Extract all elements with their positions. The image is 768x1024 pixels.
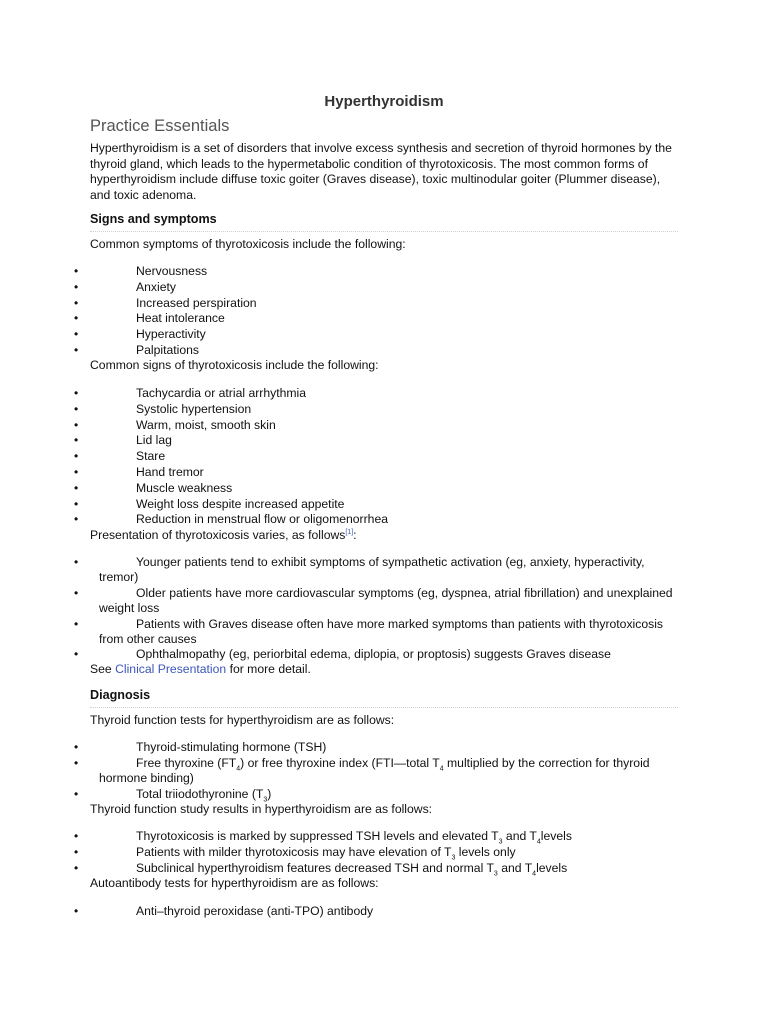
- clinical-presentation-link[interactable]: Clinical Presentation: [115, 662, 227, 676]
- intro-paragraph: Hyperthyroidism is a set of disorders that involve excess synthesis and secretion of thyroid hormones by the thyroid gland, which leads to the hypermetabolic condition of thyrotoxicosis. The most common forms of hyperthyroidism include diffuse toxic goiter (Graves disease), toxic multinodular goiter (Plummer disease), and toxic adenoma.: [90, 141, 672, 202]
- bullet-icon: •: [74, 464, 79, 479]
- bullet-icon: •: [74, 311, 79, 326]
- bullet-icon: •: [74, 496, 79, 511]
- results-lead: Thyroid function study results in hyperthyroidism are as follows:: [90, 802, 433, 816]
- bullet-icon: •: [74, 904, 79, 918]
- bullet-icon: •: [74, 342, 79, 357]
- presentation-lead: Presentation of thyrotoxicosis varies, as follows[1]:: [90, 528, 357, 542]
- bullet-icon: •: [74, 401, 79, 416]
- bullet-icon: •: [74, 433, 79, 448]
- bullet-icon: •: [74, 512, 79, 527]
- symptoms-lead: Common symptoms of thyrotoxicosis include the following:: [90, 237, 406, 251]
- bullet-icon: •: [74, 279, 79, 294]
- bullet-icon: •: [74, 829, 79, 843]
- see-more: See Clinical Presentation for more detail.: [90, 662, 311, 676]
- bullet-icon: •: [74, 480, 79, 495]
- bullet-icon: •: [74, 586, 79, 600]
- bullet-icon: •: [74, 617, 79, 631]
- tests-lead: Thyroid function tests for hyperthyroidism are as follows:: [90, 713, 395, 727]
- bullet-icon: •: [74, 787, 79, 801]
- signs-lead: Common signs of thyrotoxicosis include the following:: [90, 358, 379, 372]
- bullet-icon: •: [74, 417, 79, 432]
- subheading-diagnosis: Diagnosis: [90, 688, 678, 708]
- autoantibody-lead: Autoantibody tests for hyperthyroidism are as follows:: [90, 876, 379, 890]
- bullet-icon: •: [74, 740, 79, 754]
- reference-marker[interactable]: [1]: [345, 528, 354, 536]
- bullet-icon: •: [74, 860, 79, 875]
- bullet-icon: •: [74, 295, 79, 310]
- bullet-icon: •: [74, 327, 79, 342]
- section-heading: Practice Essentials: [90, 117, 230, 135]
- bullet-icon: •: [74, 555, 79, 569]
- page-title: Hyperthyroidism: [324, 93, 444, 110]
- bullet-icon: •: [74, 756, 79, 770]
- bullet-icon: •: [74, 647, 79, 661]
- bullet-icon: •: [74, 386, 79, 400]
- document-page: Hyperthyroidism Practice Essentials Hyperthyroidism is a set of disorders that involve excess synthesis and secretion of thyroid hormones by the thyroid gland, which leads to the hypermetabolic condition of thyrotoxicosis. The most common forms of hyperthyroidism include diffuse toxic goiter (Graves disease), toxic multinodular goiter (Plummer disease), and toxic adenoma. Signs and symptoms Common symptoms of thyrotoxicosis include the following: • Nervousness • Anxiety • Increased perspiration • Heat intolerance • Hyperactivity • Palpitations Common signs of thyrotoxicosis include the following: • Tachycardia or atrial arrhythmia • Systolic hypertension • Warm, moist, smooth skin • Lid lag • Stare • Hand tremor • Muscle weakness • Weight loss despite increased appetite • Reduction in menstrual flow or oligomenorrhea Presentation of thyrotoxicosis varies, as follows[1]: • Younger patients tend to exhibit symptoms of sympathetic activation (eg, anxiety, hyperactivity, tremor) • Older patients have more cardiovascular symptoms (eg, dyspnea, atrial fibrillation) and unexplained weight loss • Patients with Graves disease often have more marked symptoms than patients with thyrotoxicosis from other causes • Ophthalmopathy (eg, periorbital edema, diplopia, or proptosis) suggests Graves disease See Clinical Presentation for more detail. Diagnosis Thyroid function tests for hyperthyroidism are as follows: • Thyroid-stimulating hormone (TSH) • Free thyroxine $(FT_4)$ or free thyroxine index (FTI—total $T_4$ multiplied by the correction for thyroid hormone binding) • Total triiodothyronine $(T_3)$ Thyroid function study results in hyperthyroidism are as follows: • Thyrotoxicosis is marked by suppressed TSH levels and elevated $T_3$ and $T_4levels$ • Patients with milder thyrotoxicosis may have elevation of $T_3$ levels only • Subclinical hyperthyroidism features decreased TSH and normal $T_3$ and $T_4levels$ Autoantibody tests for hyperthyroidism are as follows: • Anti–thyroid peroxidase (anti-TPO) antibody: [0, 0, 768, 1024]
- subheading-signs: Signs and symptoms: [90, 212, 678, 232]
- bullet-icon: •: [74, 844, 79, 859]
- bullet-icon: •: [74, 449, 79, 464]
- bullet-icon: •: [74, 264, 79, 278]
